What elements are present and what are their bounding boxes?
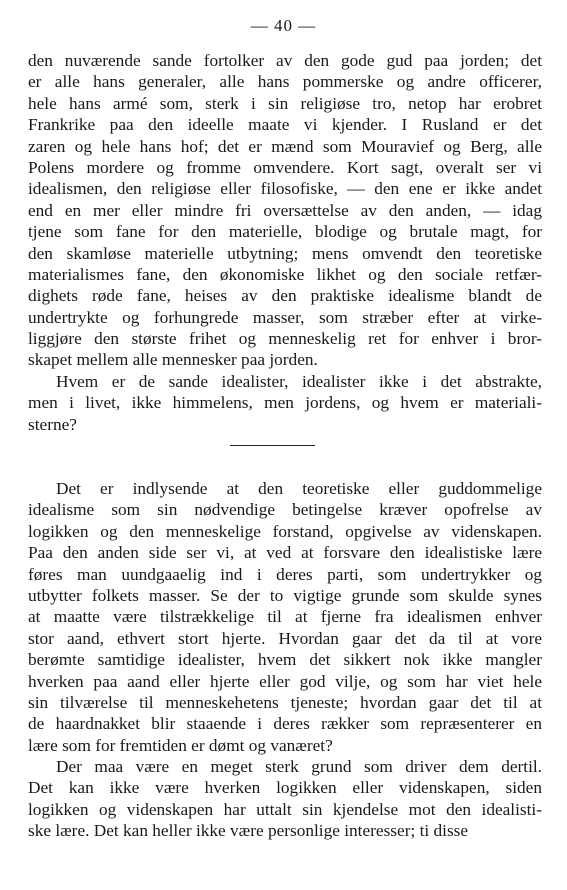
- text-line: hele hans armé som, sterk i sin religiøse tro, netop har erobret: [28, 93, 542, 113]
- text-line: logikken og videnskapen har uttalt sin kjendelse mot den idealisti-: [28, 799, 542, 819]
- text-line: Det er indlysende at den teoretiske eller guddommelige: [56, 479, 542, 498]
- text-line: føres man uundgaaelig ind i deres parti, som undertrykker og: [28, 564, 542, 584]
- text-line: Det kan ikke være hverken logikken eller videnskapen, siden: [28, 778, 542, 798]
- page-number: — 40 —: [250, 16, 317, 35]
- text-line: sin tilværelse til menneskehetens tjeneste; hvordan gaar det til at: [28, 692, 542, 712]
- text-line: materialismes fane, den økonomiske likhet og den sociale retfær-: [28, 264, 542, 284]
- text-line: Paa den anden side ser vi, at ved at forsvare den idealistiske lære: [28, 543, 542, 563]
- text-line: Hvem er de sande idealister, idealister ikke i det abstrakte,: [56, 371, 542, 391]
- text-line: zaren og hele hans hof; det er mænd som Mouravief og Berg, alle: [28, 136, 542, 156]
- text-line: hverken paa aand eller hjerte eller god vilje, og som har viet hele: [28, 671, 542, 691]
- text-line: liggjøre den største frihet og menneskelig ret for enhver i bror-: [28, 329, 542, 349]
- text-line: end en mer eller mindre fri oversættelse av den anden, — idag: [28, 200, 542, 220]
- text-line: lære som for fremtiden er dømt og vanæret?: [28, 735, 333, 755]
- text-line: ske lære. Det kan heller ikke være personlige interesser; ti disse: [28, 821, 469, 841]
- section-separator: [230, 445, 315, 446]
- text-line: skapet mellem alle mennesker paa jorden.: [28, 350, 318, 370]
- text-line: logikken og den menneskelige forstand, opgivelse av videnskapen.: [28, 521, 542, 541]
- text-line: undertrykte og forhungrede masser, som stræber efter at virke-: [28, 307, 542, 327]
- text-line: dighets røde fane, heises av den praktiske idealisme blandt de: [28, 286, 542, 306]
- text-block-2: [28, 478, 542, 842]
- text-line: Frankrike paa den ideelle maate vi kjender. I Rusland er det: [28, 115, 542, 135]
- text-line: de haardnakket blir staaende i deres rækker som repræsenterer en: [28, 714, 542, 734]
- text-line: at maatte være tilstrækkelige til at fjerne fra idealismen enhver: [28, 607, 542, 627]
- text-line: tjene som fane for den materielle, blodige og brutale magt, for: [28, 222, 542, 242]
- text-block-1: [28, 50, 542, 435]
- text-line: Der maa være en meget sterk grund som driver dem dertil.: [56, 757, 542, 777]
- text-line: berømte samtidige idealister, hvem det sikkert nok ikke mangler: [28, 650, 542, 670]
- text-line: sterne?: [28, 414, 77, 434]
- text-line: idealismen, den religiøse eller filosofiske, — den ene er ikke andet: [28, 179, 542, 199]
- text-line: Polens mordere og fromme omvendere. Kort sagt, overalt ser vi: [28, 157, 542, 177]
- text-line: den skamløse materielle utbytning; mens omvendt den teoretiske: [28, 243, 542, 263]
- text-line: den nuværende sande fortolker av den gode gud paa jorden; det: [28, 51, 542, 70]
- text-line: er alle hans generaler, alle hans pommerske og andre officerer,: [28, 72, 542, 92]
- text-line: men i livet, ikke himmelens, men jordens, og hvem er materiali-: [28, 393, 542, 413]
- text-line: utbytter folkets masser. Se der to vigtige grunde som skulde synes: [28, 585, 542, 605]
- text-line: stor aand, ethvert stort hjerte. Hvordan gaar det da til at vore: [28, 628, 542, 648]
- text-line: idealisme som sin nødvendige betingelse kræver opofrelse av: [28, 500, 542, 520]
